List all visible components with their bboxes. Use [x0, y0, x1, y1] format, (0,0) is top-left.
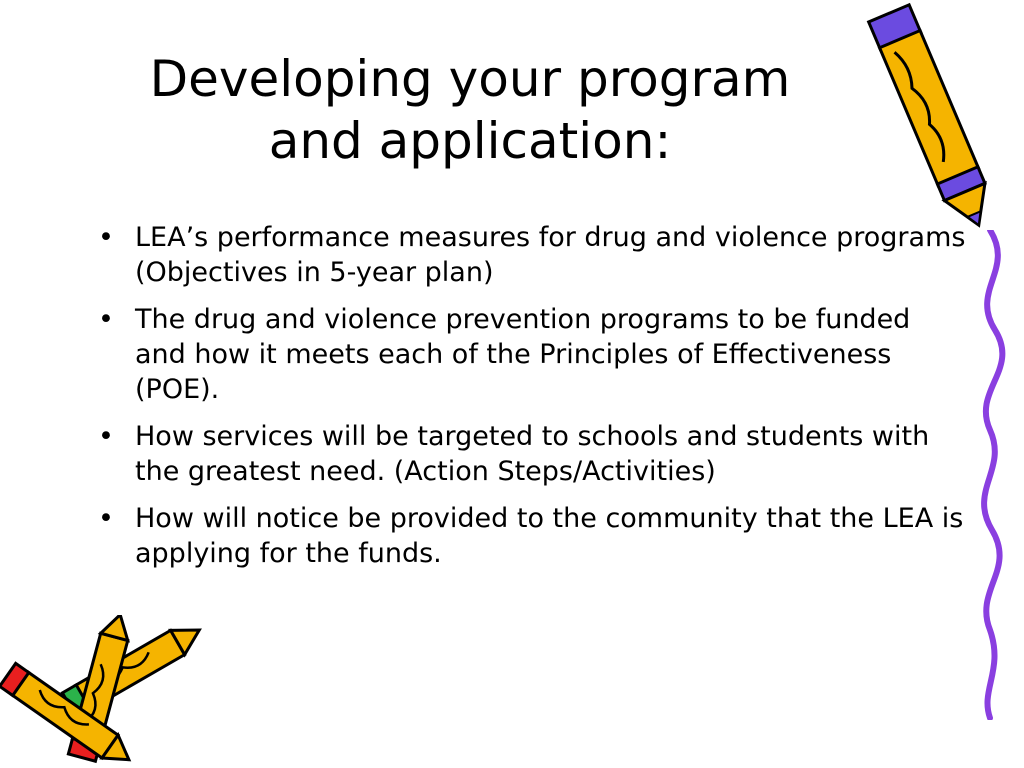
bullet-text: LEA’s performance measures for drug and violence programs (Objectives in 5-year plan)	[135, 222, 966, 288]
bullet-text: How services will be targeted to schools and students with the greatest need. (Action Steps/Activities)	[135, 421, 930, 487]
bullet-marker: •	[98, 304, 114, 335]
list-item	[98, 419, 968, 489]
title-line: Developing your program	[149, 50, 791, 108]
bullet-text: How will notice be provided to the community that the LEA is applying for the funds.	[135, 503, 964, 569]
list-item	[98, 501, 968, 571]
bullet-marker: •	[98, 421, 114, 452]
title-line: and application:	[268, 112, 672, 170]
slide-title	[60, 48, 880, 172]
list-item	[98, 302, 968, 407]
list-item	[98, 220, 968, 290]
crayon-icon	[0, 615, 210, 765]
bullet-marker: •	[98, 222, 114, 253]
pencil-icon	[860, 0, 1010, 245]
bullet-marker: •	[98, 503, 114, 534]
squiggle-line	[960, 230, 1020, 720]
bullet-list	[98, 220, 968, 583]
bullet-text: The drug and violence prevention programs to be funded and how it meets each of the Principles of Effectiveness (POE).	[135, 304, 911, 405]
